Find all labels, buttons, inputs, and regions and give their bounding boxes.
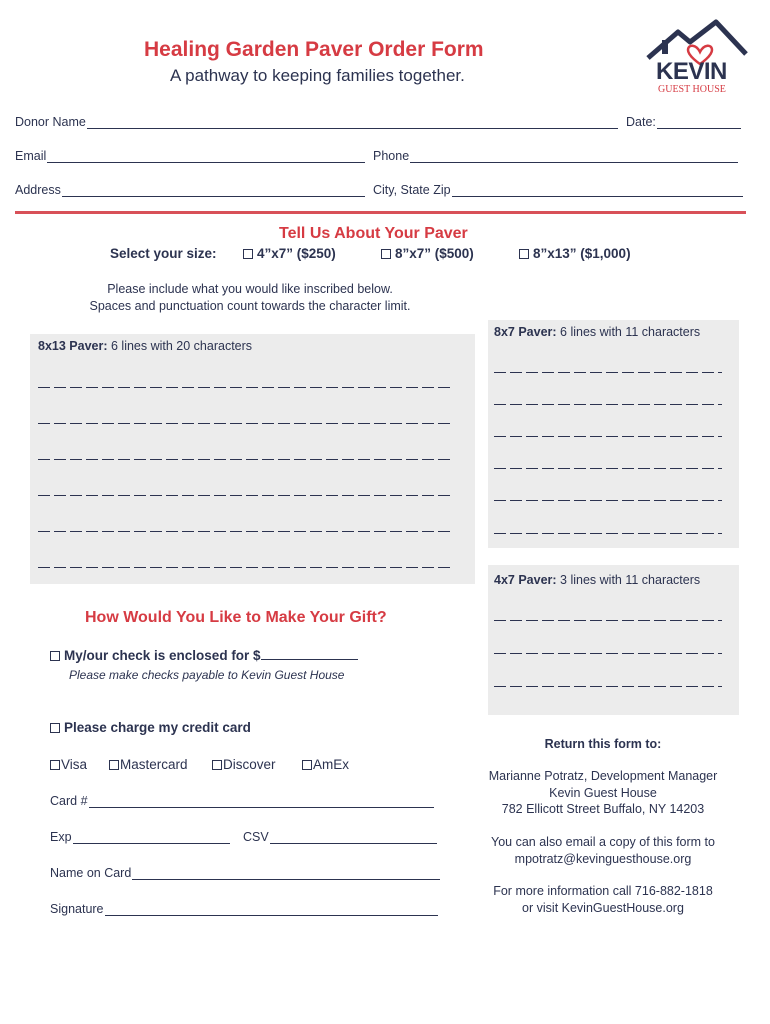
checkbox-icon xyxy=(243,249,253,259)
address-label: Address xyxy=(15,183,61,197)
phone-field[interactable] xyxy=(373,149,738,163)
paver-4x7-box[interactable] xyxy=(488,565,739,715)
address-field[interactable] xyxy=(15,183,365,197)
inscription-line[interactable] xyxy=(38,387,454,388)
checkbox-icon xyxy=(50,651,60,661)
inscription-line[interactable] xyxy=(38,495,454,496)
card-type-amex[interactable]: AmEx xyxy=(302,757,349,772)
form-title: Healing Garden Paver Order Form xyxy=(144,38,484,61)
card-number-field[interactable] xyxy=(50,794,434,808)
contact-email-link[interactable]: mpotratz@kevinguesthouse.org xyxy=(514,851,692,866)
inscription-line[interactable] xyxy=(494,533,722,534)
paver-8x13-box[interactable] xyxy=(30,334,475,584)
email-field[interactable] xyxy=(15,149,365,163)
inscription-line[interactable] xyxy=(494,404,722,405)
city-state-zip-field[interactable] xyxy=(373,183,743,197)
form-subtitle: A pathway to keeping families together. xyxy=(170,66,465,85)
card-type-mastercard[interactable]: Mastercard xyxy=(109,757,188,772)
size-option-4x7[interactable]: 4”x7” ($250) xyxy=(243,246,336,261)
donor-name-field[interactable] xyxy=(15,115,618,129)
gift-heading: How Would You Like to Make Your Gift? xyxy=(85,609,387,626)
csv-label: CSV xyxy=(243,830,269,844)
inscription-line[interactable] xyxy=(494,468,722,469)
card-type-visa[interactable]: Visa xyxy=(50,757,87,772)
exp-field[interactable] xyxy=(50,830,230,844)
paver-8x13-heading: 8x13 Paver: 6 lines with 20 characters xyxy=(38,339,253,353)
inscription-line[interactable] xyxy=(494,653,722,654)
logo-subtext: GUEST HOUSE xyxy=(658,84,726,95)
return-address-block: Marianne Potratz, Development Manager Kevin Guest House 782 Ellicott Street Buffalo, NY 14203 xyxy=(488,769,718,816)
checkbox-icon xyxy=(109,760,119,770)
inscription-line[interactable] xyxy=(38,459,454,460)
inscription-line[interactable] xyxy=(494,620,722,621)
size-option-8x13[interactable]: 8”x13” ($1,000) xyxy=(519,246,631,261)
inscription-instructions: Please include what you would like inscribed below. Spaces and punctuation count towards the character limit. xyxy=(89,282,411,313)
check-option[interactable]: My/our check is enclosed for $ xyxy=(50,648,358,663)
select-size-label: Select your size: xyxy=(110,246,217,261)
checkbox-icon xyxy=(50,760,60,770)
credit-card-option[interactable]: Please charge my credit card xyxy=(50,720,251,735)
inscription-line[interactable] xyxy=(38,567,454,568)
paver-8x7-heading: 8x7 Paver: 6 lines with 11 characters xyxy=(494,325,701,339)
checkbox-icon xyxy=(302,760,312,770)
card-number-label: Card # xyxy=(50,794,88,808)
paver-8x7-box[interactable] xyxy=(488,320,739,548)
date-field[interactable] xyxy=(626,115,741,129)
checkbox-icon xyxy=(212,760,222,770)
inscription-line[interactable] xyxy=(38,423,454,424)
phone-label: Phone xyxy=(373,149,410,163)
return-heading: Return this form to: xyxy=(544,737,662,751)
kevin-guest-house-logo xyxy=(640,18,750,100)
signature-field[interactable] xyxy=(50,902,438,916)
email-label: Email xyxy=(15,149,47,163)
paver-heading: Tell Us About Your Paver xyxy=(279,225,468,242)
csv-field[interactable] xyxy=(243,830,437,844)
inscription-line[interactable] xyxy=(494,500,722,501)
checkbox-icon xyxy=(519,249,529,259)
email-note-block: You can also email a copy of this form to mpotratz@kevinguesthouse.org xyxy=(458,834,748,867)
date-label: Date: xyxy=(626,115,656,129)
inscription-line[interactable] xyxy=(494,372,722,373)
name-on-card-field[interactable] xyxy=(50,866,440,880)
checkbox-icon xyxy=(50,723,60,733)
inscription-line[interactable] xyxy=(38,531,454,532)
website-link[interactable]: or visit KevinGuestHouse.org xyxy=(522,900,684,915)
check-amount-field[interactable] xyxy=(261,649,358,660)
checkbox-icon xyxy=(381,249,391,259)
section-divider xyxy=(15,211,746,214)
city-state-zip-label: City, State Zip xyxy=(373,183,451,197)
signature-label: Signature xyxy=(50,902,104,916)
card-type-discover[interactable]: Discover xyxy=(212,757,276,772)
logo-word: KEVIN xyxy=(656,58,727,85)
exp-label: Exp xyxy=(50,830,72,844)
paver-4x7-heading: 4x7 Paver: 3 lines with 11 characters xyxy=(494,573,701,587)
check-payable-note: Please make checks payable to Kevin Guest House xyxy=(69,668,345,682)
donor-name-label: Donor Name xyxy=(15,115,86,129)
name-on-card-label: Name on Card xyxy=(50,866,132,880)
more-info-block: For more information call 716-882-1818 or visit KevinGuestHouse.org xyxy=(458,883,748,916)
size-option-8x7[interactable]: 8”x7” ($500) xyxy=(381,246,474,261)
inscription-line[interactable] xyxy=(494,686,722,687)
inscription-line[interactable] xyxy=(494,436,722,437)
